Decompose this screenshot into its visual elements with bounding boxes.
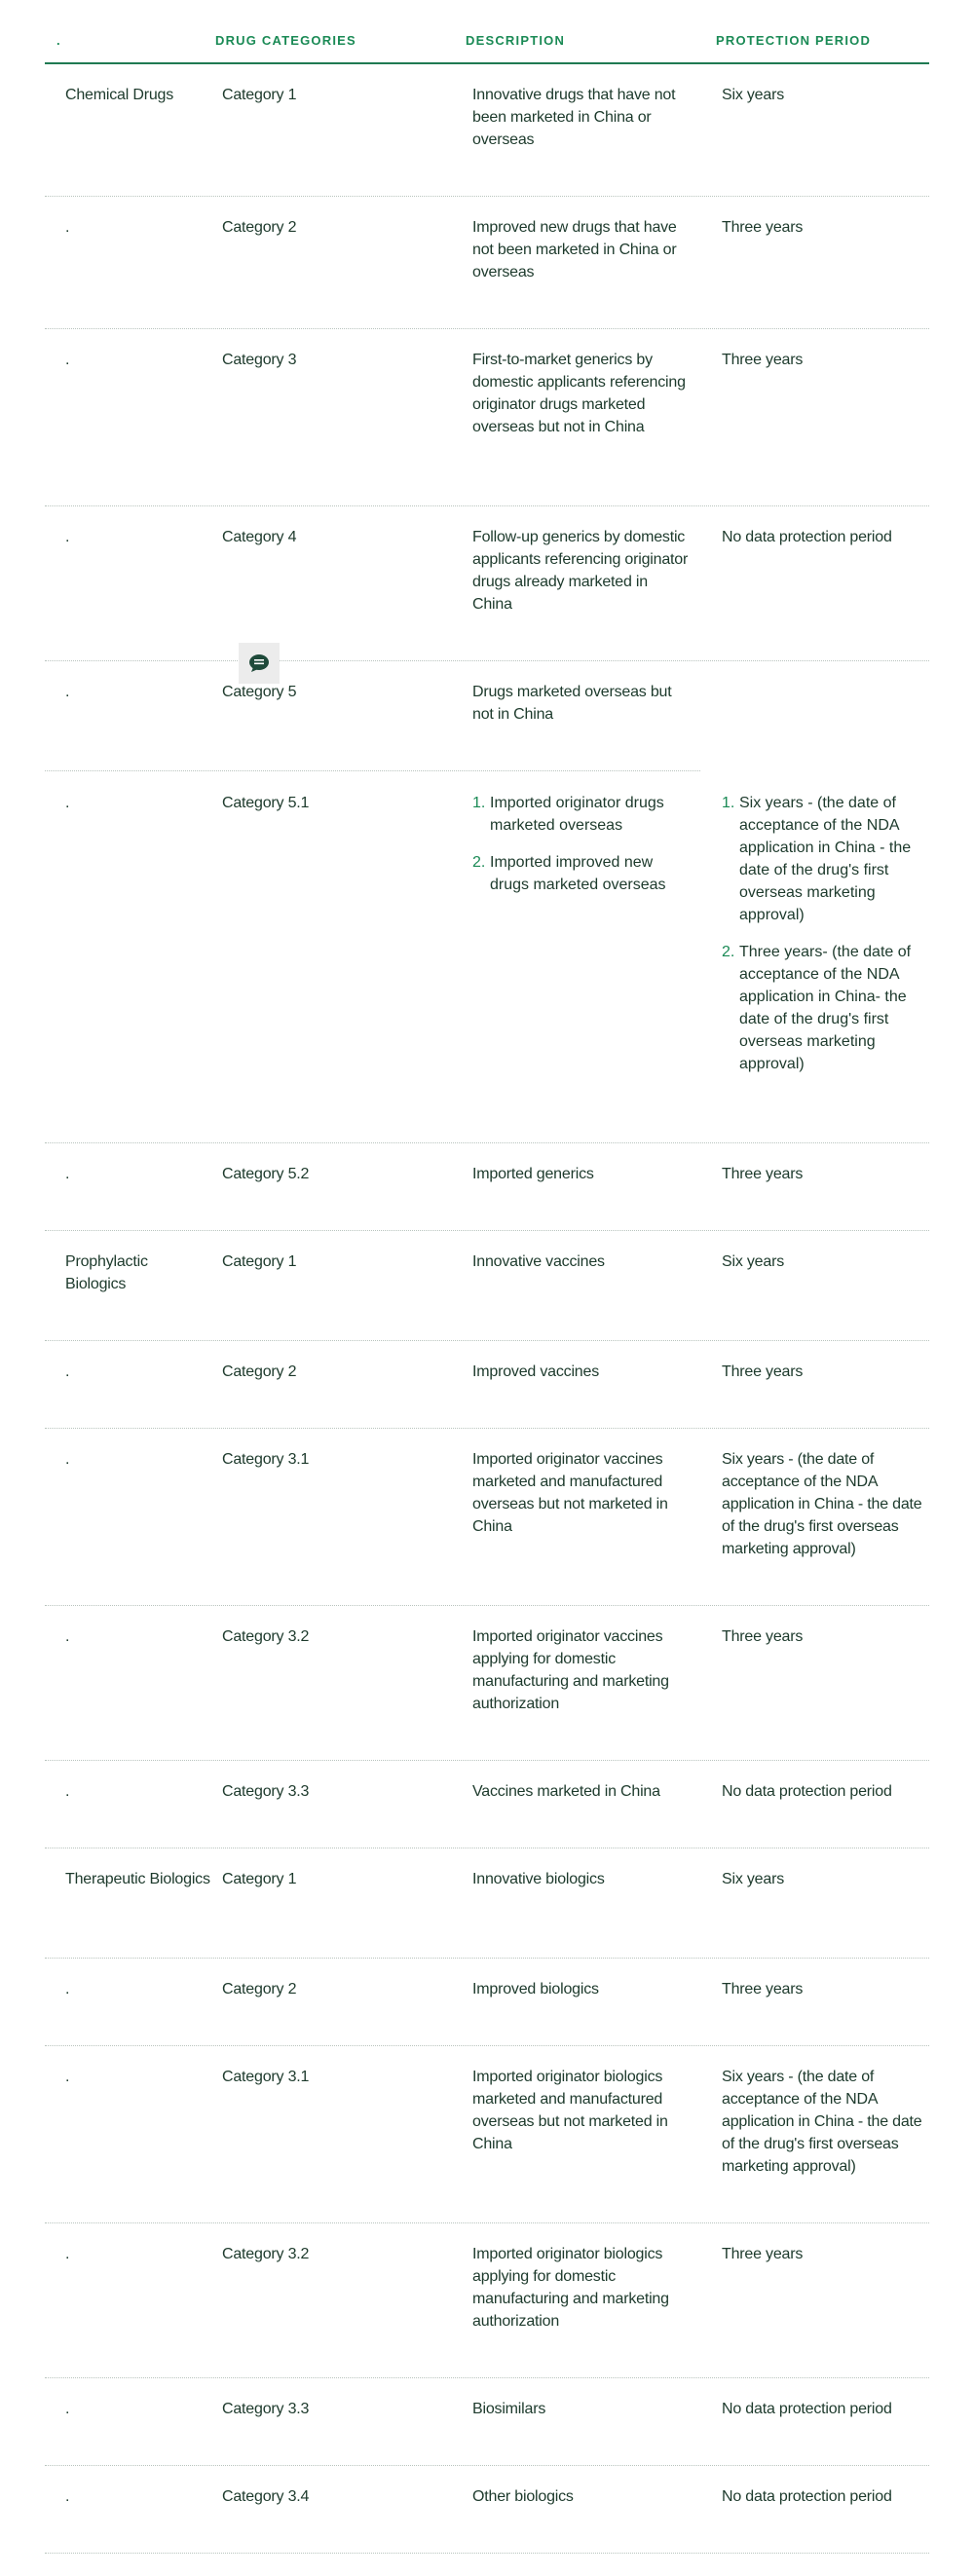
row-category: Category 3.3 [222,1783,310,1800]
row-period: Six years [722,1871,784,1887]
row-period: Three years [722,219,804,236]
row-divider [45,1760,929,1761]
row-description: Innovative vaccines [472,1253,605,1270]
list-number: 1. [722,795,735,811]
row-group: Prophylactic Biologics [65,1253,148,1292]
row-divider [45,2465,929,2466]
row-period: Three years [722,352,804,368]
row-period: Six years - (the date of acceptance of the NDA application in China - the date of the drug's first overseas marketing approval) [722,2069,922,2175]
row-category: Category 3 [222,352,297,368]
row-divider [45,2222,929,2223]
row-group: . [65,795,70,811]
row-period: Six years - (the date of acceptance of the NDA application in China - the date of the drug's first overseas marketing approval) [722,1451,922,1557]
row-description: Vaccines marketed in China [472,1783,660,1800]
row-group: . [65,1783,70,1800]
row-category: Category 3.3 [222,2401,310,2417]
row-description: Improved vaccines [472,1363,599,1380]
list-number: 1. [472,795,486,811]
row-description: Biosimilars [472,2401,546,2417]
chat-bubble-icon [248,653,270,673]
row-group: Chemical Drugs [65,87,174,103]
row-group: . [65,1451,70,1468]
row-divider [45,1230,929,1231]
list-text: Six years - (the date of acceptance of the NDA application in China - the date of the drug's first overseas marketing approval) [739,795,912,923]
row-group: . [65,219,70,236]
row-period: Six years [722,1253,784,1270]
row-period: No data protection period [722,2488,892,2505]
row-period: Three years [722,2246,804,2262]
row-period: Three years [722,1981,804,1997]
row-description: Improved new drugs that have not been marketed in China or overseas [472,219,677,280]
row-group: . [65,352,70,368]
row-group: . [65,1166,70,1182]
row-group: . [65,529,70,545]
row-description: Innovative drugs that have not been marketed in China or overseas [472,87,676,148]
row-divider [45,505,929,506]
row-description: Improved biologics [472,1981,599,1997]
row-group: . [65,2069,70,2085]
row-divider [45,2553,929,2554]
row-group: . [65,684,70,700]
row-description: Imported originator vaccines marketed and manufactured overseas but not marketed in China [472,1451,668,1535]
row-group: . [65,2246,70,2262]
row-divider [45,328,929,329]
row-category: Category 5.1 [222,795,310,811]
row-category: Category 3.2 [222,1628,310,1645]
row-period: Six years [722,87,784,103]
row-divider [45,196,929,197]
row-group: . [65,1363,70,1380]
row-divider [45,2377,929,2378]
row-group: . [65,2488,70,2505]
row-category: Category 5.2 [222,1166,310,1182]
row-category: Category 3.1 [222,2069,310,2085]
row-divider [45,770,700,771]
list-item [472,851,682,896]
row-category: Category 1 [222,1871,297,1887]
row-category: Category 5 [222,684,297,700]
row-group: Therapeutic Biologics [65,1871,210,1887]
header-drug-categories: DRUG CATEGORIES [215,33,356,48]
row-period: Three years [722,1628,804,1645]
list-item [722,792,917,926]
description-list [472,792,682,911]
header-col1: . [56,33,61,48]
row-description: Imported originator biologics applying for domestic manufacturing and marketing authorization [472,2246,669,2330]
row-divider [45,1428,929,1429]
list-text: Imported originator drugs marketed overseas [490,795,664,834]
row-period: Three years [722,1363,804,1380]
header-protection-period: PROTECTION PERIOD [716,33,872,48]
row-divider [45,1142,929,1143]
list-text: Imported improved new drugs marketed overseas [490,854,666,893]
row-description: Imported originator biologics marketed and manufactured overseas but not marketed in China [472,2069,668,2152]
list-text: Three years- (the date of acceptance of the NDA application in China- the date of the drug's first overseas marketing approval) [739,944,912,1072]
row-category: Category 4 [222,529,297,545]
list-number: 2. [722,944,735,960]
row-divider [45,660,929,661]
period-list [722,792,917,1090]
row-period: No data protection period [722,1783,892,1800]
list-item [472,792,682,837]
row-category: Category 3.2 [222,2246,310,2262]
row-category: Category 2 [222,1981,297,1997]
row-category: Category 3.1 [222,1451,310,1468]
row-category: Category 3.4 [222,2488,310,2505]
row-divider [45,2045,929,2046]
row-group: . [65,2401,70,2417]
row-divider [45,1340,929,1341]
row-description: First-to-market generics by domestic applicants referencing originator drugs marketed overseas but not in China [472,352,686,435]
row-description: Imported originator vaccines applying for domestic manufacturing and marketing authorization [472,1628,669,1712]
row-description: Follow-up generics by domestic applicants referencing originator drugs already marketed in China [472,529,689,613]
row-description: Innovative biologics [472,1871,605,1887]
row-period: No data protection period [722,2401,892,2417]
header-rule [45,62,929,64]
row-description: Other biologics [472,2488,574,2505]
row-group: . [65,1628,70,1645]
row-category: Category 1 [222,1253,297,1270]
row-category: Category 2 [222,219,297,236]
header-description: DESCRIPTION [466,33,566,48]
list-item [722,941,917,1075]
row-divider [45,1958,929,1959]
row-group: . [65,1981,70,1997]
row-period: No data protection period [722,529,892,545]
row-period: Three years [722,1166,804,1182]
row-divider [45,1605,929,1606]
list-number: 2. [472,854,486,871]
row-description: Imported generics [472,1166,594,1182]
row-category: Category 1 [222,87,297,103]
row-category: Category 2 [222,1363,297,1380]
row-description: Drugs marketed overseas but not in China [472,684,672,723]
chat-button[interactable] [239,643,280,684]
